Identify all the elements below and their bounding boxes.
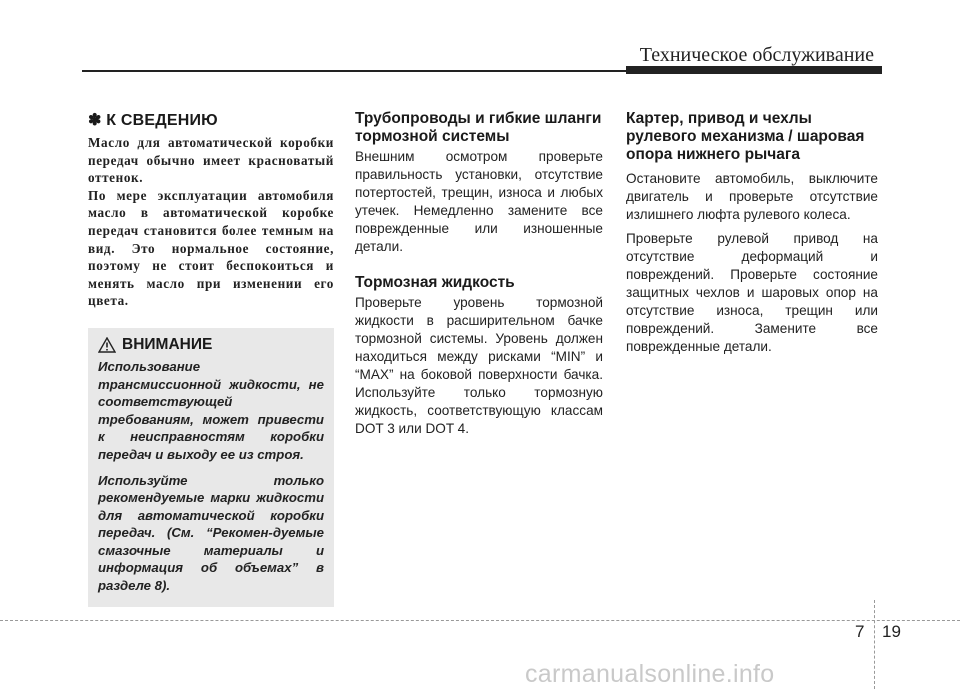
column-left: [88, 110, 334, 607]
section-title-brake-lines: Трубопроводы и гибкие шланги тормозной системы: [355, 110, 602, 145]
page-number-divider: [874, 600, 875, 689]
page-separator: [0, 620, 960, 621]
note-paragraph: Масло для автоматической коробки передач обычно имеет красноватый оттенок.: [88, 135, 334, 186]
warning-box: [88, 328, 334, 607]
section-body: Проверьте рулевой привод на отсутствие деформаций и повреждений. Проверьте состояние защитных чехлов и шаровых опор на отсутствие износа, трещин или повреждений. Замените все поврежденные детали.: [626, 231, 878, 354]
column-right: [626, 110, 878, 362]
warning-title: ВНИМАНИЕ: [122, 335, 213, 353]
section-body: Остановите автомобиль, выключите двигатель и проверьте отсутствие излишнего люфта рулевого колеса.: [626, 171, 878, 222]
watermark: carmanualsonline.info: [525, 660, 775, 688]
column-middle: [355, 110, 603, 444]
note-paragraph: По мере эксплуатации автомобиля масло в автоматической коробке передач становится более темным на вид. Это нормальное состояние, поэтому не стоит беспокоиться и менять масло при изменении его цвета.: [88, 187, 334, 309]
warning-header: [98, 336, 324, 354]
header-rule-accent: [626, 66, 882, 74]
section-body: Проверьте уровень тормозной жидкости в расширительном бачке тормозной системы. Уровень должен находиться между рисками “MIN” и “MAX” на боковой поверхности бачка. Используйте только тормозную жидкость, соответствующую классам DOT 3 или DOT 4.: [355, 295, 603, 436]
warning-triangle-icon: [98, 337, 116, 353]
warning-paragraph: Используйте только рекомендуемые марки жидкости для автоматической коробки передач. (См. “Рекомен-дуемые смазочные материалы и информация об объемах” в разделе 8).: [98, 472, 324, 594]
header-title: Техническое обслуживание: [639, 44, 874, 66]
chapter-number: 7: [855, 622, 865, 641]
section-body: Внешним осмотром проверьте правильность установки, отсутствие потертостей, трещин, износа и любых утечек. Немедленно замените все поврежденные или изношенные детали.: [355, 149, 603, 254]
page-number: 19: [882, 622, 901, 641]
section-title-steering: Картер, привод и чехлы рулевого механизма / шаровая опора нижнего рычага: [626, 110, 865, 163]
section-title-brake-fluid: Тормозная жидкость: [355, 274, 515, 291]
warning-paragraph: Использование трансмиссионной жидкости, не соответствующей требованиям, может привести к неисправностям коробки передач и выходу ее из строя.: [98, 358, 324, 462]
note-title: ✽ К СВЕДЕНИЮ: [88, 112, 218, 129]
